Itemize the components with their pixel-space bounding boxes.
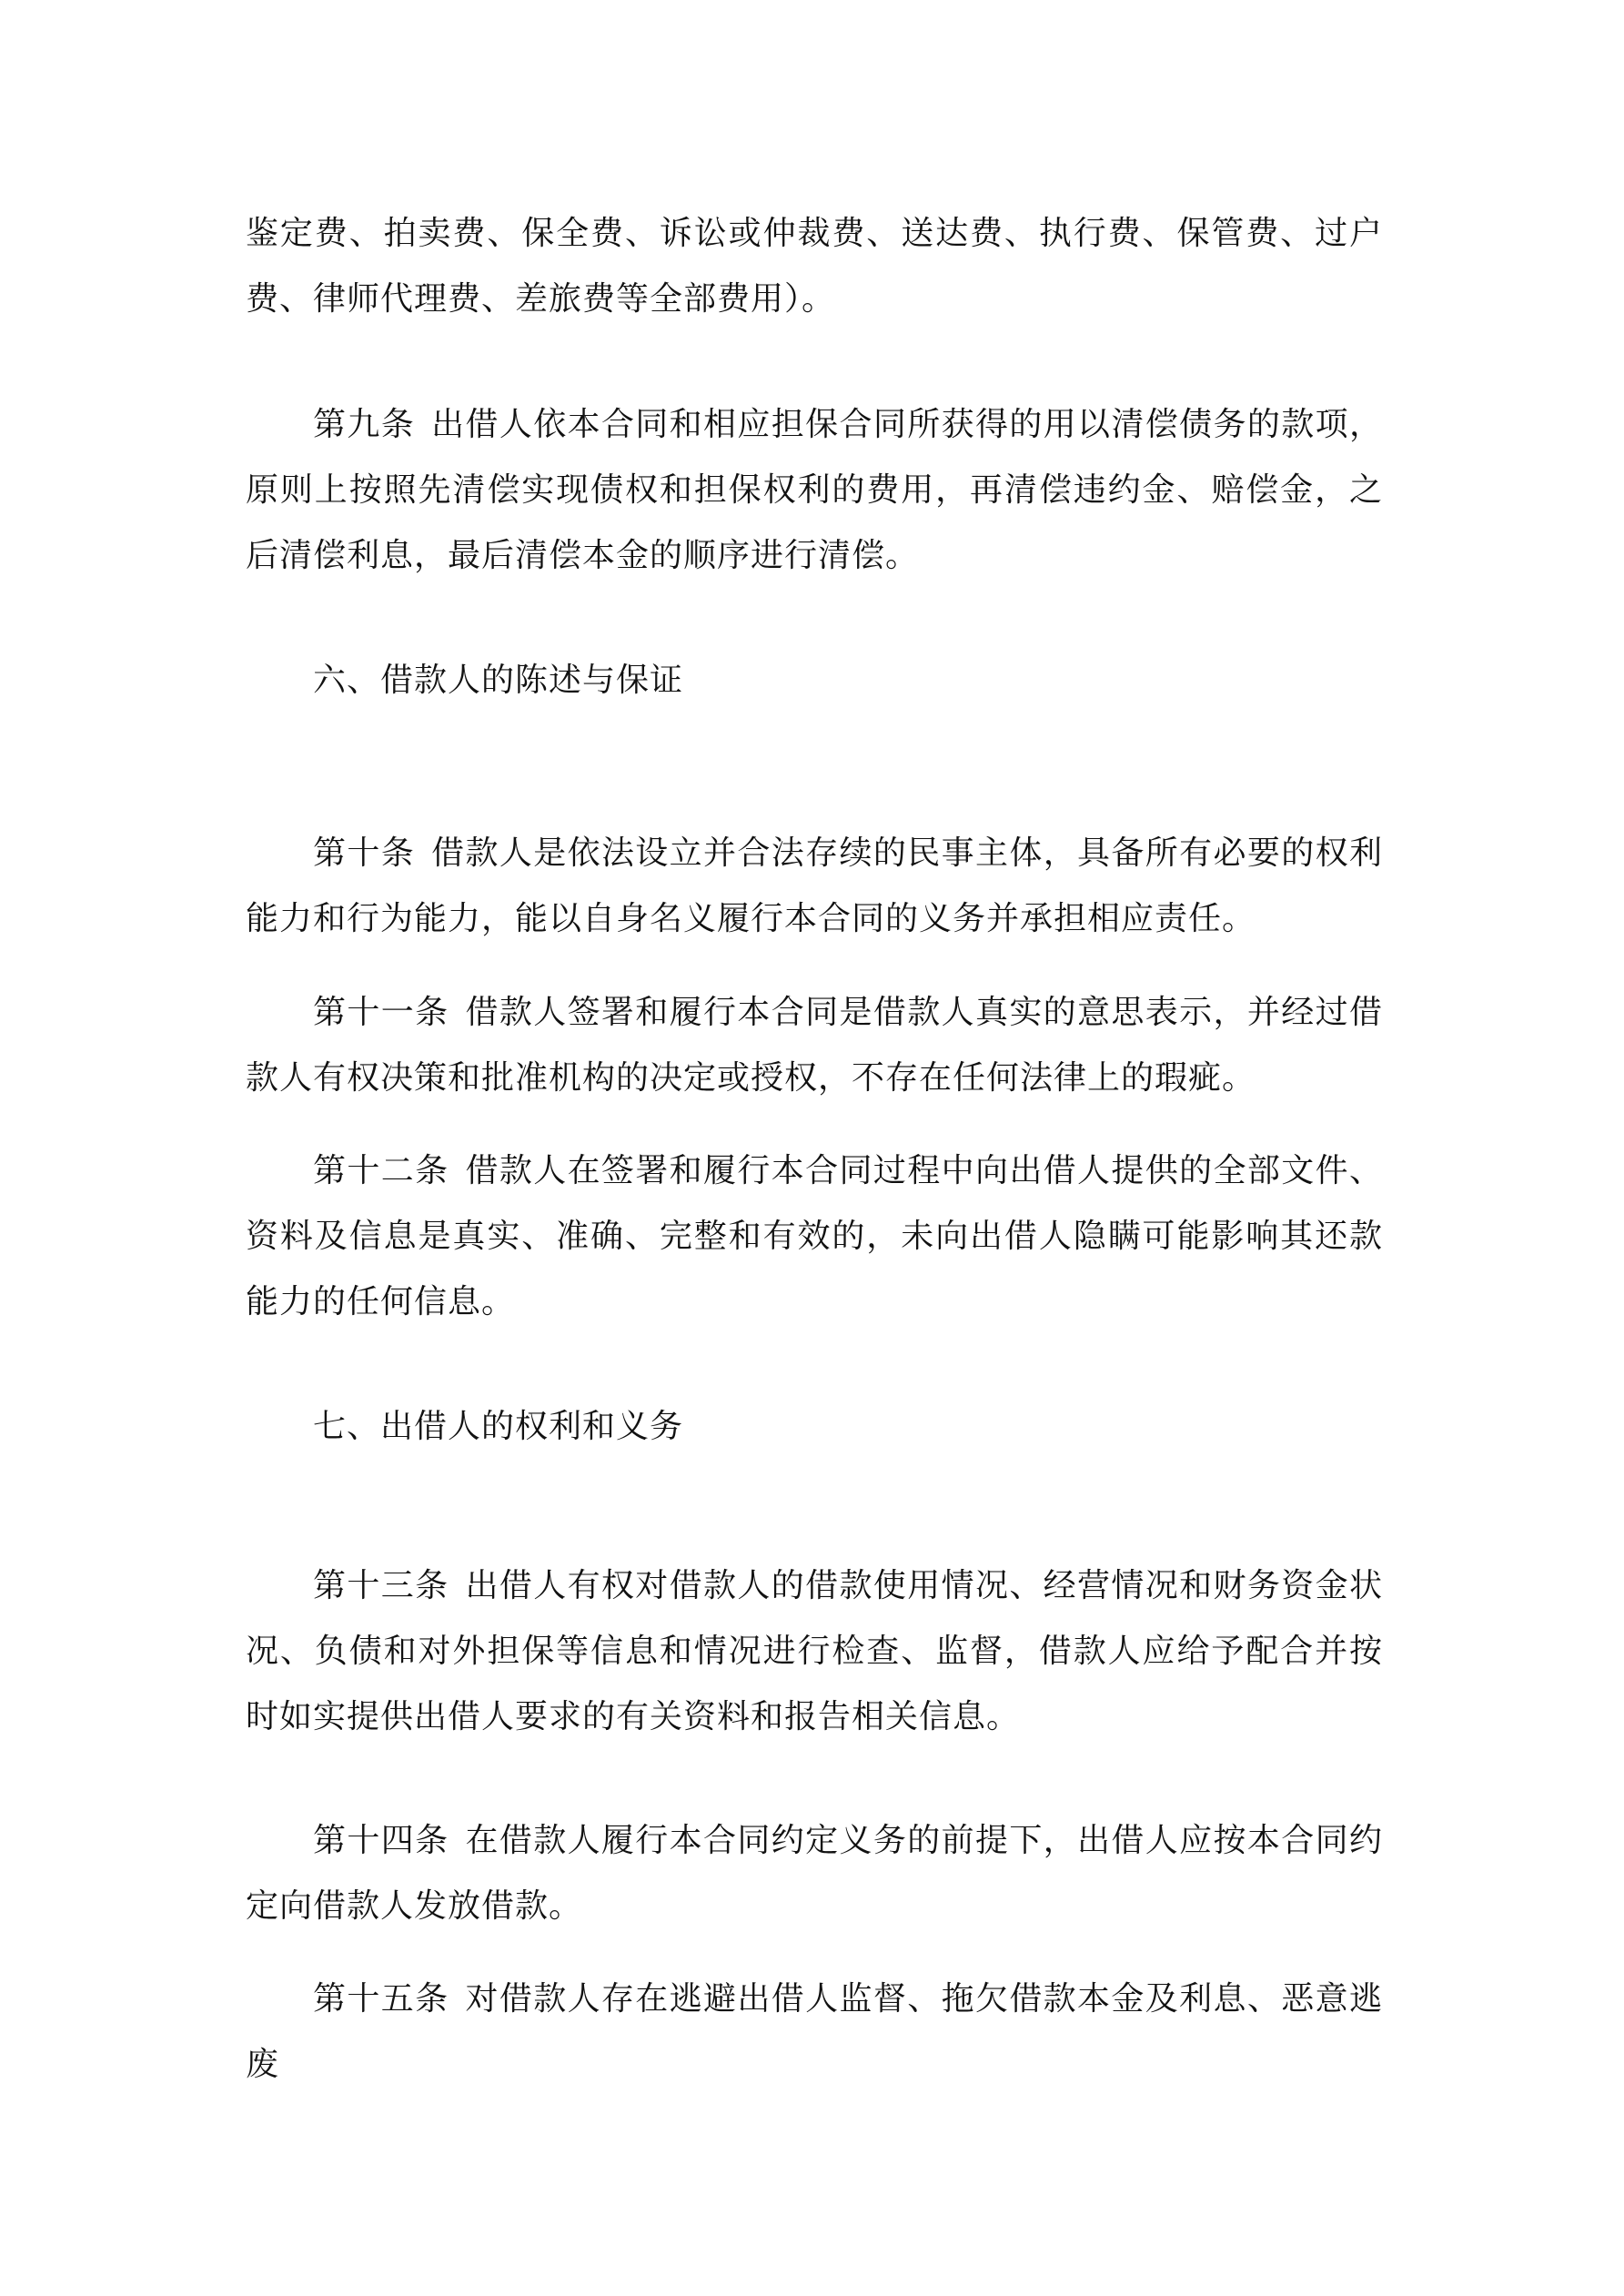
- article-number: 第十条: [313, 834, 416, 872]
- article-text: 在借款人履行本合同约定义务的前提下，出借人应按本合同约定向借款人发放借款。: [246, 1822, 1383, 1925]
- article-number: 第九条: [313, 406, 416, 443]
- paragraph-text: 鉴定费、拍卖费、保全费、诉讼或仲裁费、送达费、执行费、保管费、过户费、律师代理费、差旅费等全部费用）。: [246, 215, 1383, 318]
- article-text: 借款人签署和履行本合同是借款人真实的意思表示，并经过借款人有权决策和批准机构的决定或授权，不存在任何法律上的瑕疵。: [246, 994, 1383, 1097]
- article-9: [246, 392, 1383, 589]
- article-14: [246, 1808, 1383, 1939]
- article-13: [246, 1553, 1383, 1750]
- article-text: 对借款人存在逃避出借人监督、拖欠借款本金及利息、恶意逃废: [246, 1980, 1383, 2083]
- section-heading-6: 六、借款人的陈述与保证: [313, 662, 684, 699]
- article-text: 出借人依本合同和相应担保合同所获得的用以清偿债务的款项，原则上按照先清偿实现债权和担保权利的费用，再清偿违约金、赔偿金，之后清偿利息，最后清偿本金的顺序进行清偿。: [246, 406, 1383, 574]
- article-text: 借款人在签署和履行本合同过程中向出借人提供的全部文件、资料及信息是真实、准确、完整和有效的，未向出借人隐瞒可能影响其还款能力的任何信息。: [246, 1152, 1383, 1320]
- article-10: [246, 821, 1383, 952]
- article-number: 第十二条: [313, 1152, 449, 1189]
- section-heading-7: 七、出借人的权利和义务: [313, 1408, 684, 1445]
- article-number: 第十五条: [313, 1980, 449, 2018]
- article-15: [246, 1967, 1383, 2098]
- article-text: 借款人是依法设立并合法存续的民事主体，具备所有必要的权利能力和行为能力，能以自身名义履行本合同的义务并承担相应责任。: [246, 834, 1383, 937]
- article-11: [246, 980, 1383, 1111]
- article-number: 第十三条: [313, 1567, 449, 1604]
- article-12: [246, 1138, 1383, 1335]
- article-text: 出借人有权对借款人的借款使用情况、经营情况和财务资金状况、负债和对外担保等信息和情况进行检查、监督，借款人应给予配合并按时如实提供出借人要求的有关资料和报告相关信息。: [246, 1567, 1383, 1735]
- article-number: 第十四条: [313, 1822, 449, 1859]
- article-number: 第十一条: [313, 994, 449, 1031]
- paragraph-continuation: [246, 201, 1383, 332]
